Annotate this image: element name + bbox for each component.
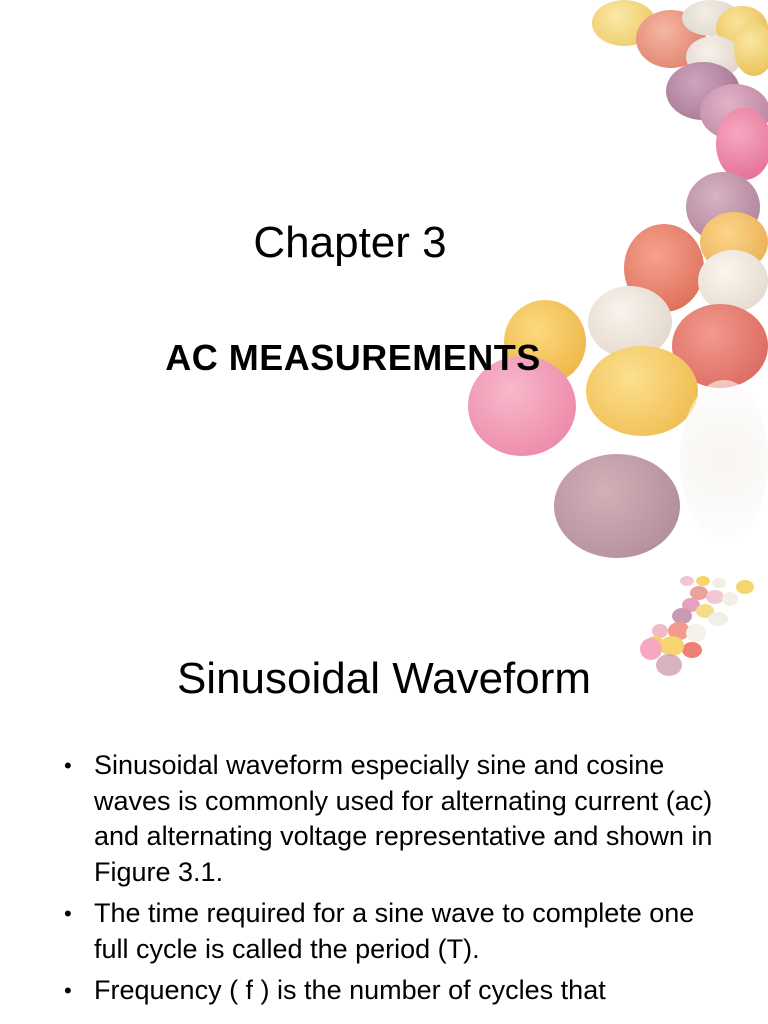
bullet-marker: •: [64, 978, 72, 1003]
bullet-list: [64, 748, 724, 1015]
list-item: [64, 748, 724, 890]
bullet-marker: •: [64, 901, 72, 926]
bullet-text: Frequency ( f ) is the number of cycles that: [94, 975, 606, 1005]
slide-title: Sinusoidal Waveform: [176, 654, 592, 703]
content-slide: [0, 576, 768, 1024]
chapter-title: Chapter 3: [253, 218, 447, 267]
bullet-text: Sinusoidal waveform especially sine and cosine waves is commonly used for alternating current (ac) and alternating voltage representative and shown in Figure 3.1.: [94, 750, 713, 887]
list-item: [64, 973, 724, 1009]
chapter-subtitle: AC MEASUREMENTS: [165, 337, 541, 378]
bullet-marker: •: [64, 753, 72, 778]
list-item: [64, 896, 724, 967]
bullet-text: The time required for a sine wave to complete one full cycle is called the period (T).: [94, 898, 695, 964]
